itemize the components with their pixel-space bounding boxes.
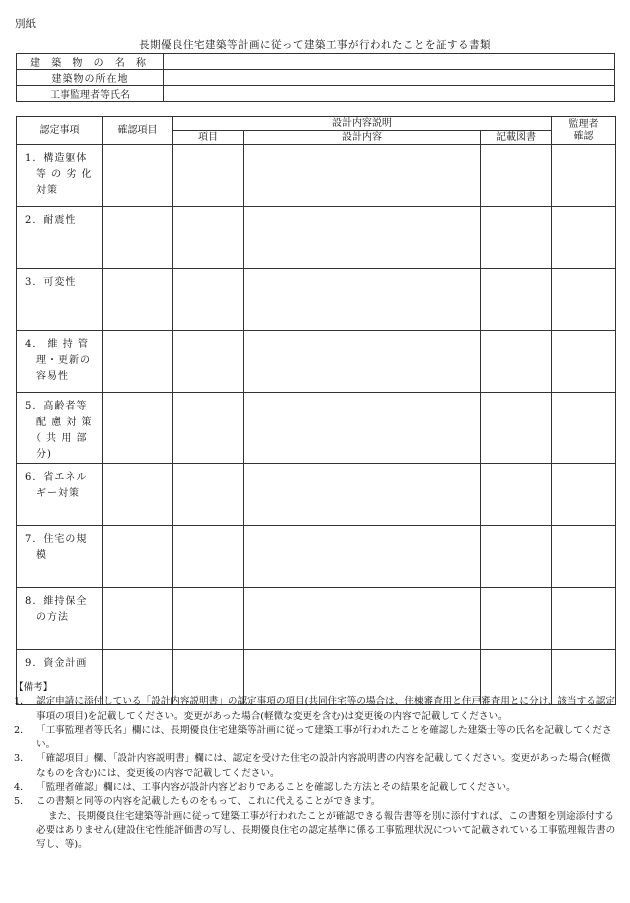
note-text: 「確認項目」欄、「設計内容説明書」欄には、認定を受けた住宅の設計内容説明書の内容を記載してください。変更があった場合(軽微なものを含む)には、変更後の内容で記載してください。 bbox=[36, 753, 611, 779]
building-name-field[interactable] bbox=[164, 54, 615, 70]
drawings-cell[interactable] bbox=[481, 393, 552, 464]
kakunin-cell[interactable] bbox=[103, 269, 173, 331]
table-row bbox=[17, 588, 616, 650]
koumoku-cell[interactable] bbox=[173, 464, 244, 526]
nintei-item-label: 3．可変性 bbox=[25, 277, 77, 288]
note-item bbox=[14, 724, 616, 753]
note-item bbox=[14, 752, 616, 781]
header-supervisor-line2: 確認 bbox=[573, 130, 594, 142]
table-body bbox=[17, 145, 616, 705]
design-content-cell[interactable] bbox=[244, 464, 481, 526]
drawings-cell[interactable] bbox=[481, 269, 552, 331]
supervisor-cell[interactable] bbox=[552, 588, 616, 650]
nintei-item-label: 分) bbox=[25, 449, 52, 460]
note-item bbox=[14, 795, 616, 809]
header-design-content: 設計内容 bbox=[244, 131, 481, 145]
header-design-explanation: 設計内容説明 bbox=[173, 117, 552, 131]
table-row bbox=[17, 269, 616, 331]
nintei-item-label: 等 の 劣 化 bbox=[25, 169, 93, 180]
kakunin-cell[interactable] bbox=[103, 207, 173, 269]
nintei-item-cell bbox=[17, 207, 103, 269]
nintei-item-cell bbox=[17, 145, 103, 207]
kakunin-cell[interactable] bbox=[103, 331, 173, 393]
note-number: 4． bbox=[14, 782, 30, 794]
note-text: この書類と同等の内容を記載したものをもって、これに代えることができます。 bbox=[36, 796, 381, 808]
note-number: 5． bbox=[14, 796, 30, 808]
design-content-cell[interactable] bbox=[244, 269, 481, 331]
notes-section bbox=[14, 681, 616, 853]
header-supervisor-line1: 監理者 bbox=[568, 118, 599, 130]
info-row bbox=[17, 54, 615, 70]
table-row bbox=[17, 393, 616, 464]
design-content-cell[interactable] bbox=[244, 331, 481, 393]
note-number: 3． bbox=[14, 753, 30, 765]
drawings-cell[interactable] bbox=[481, 145, 552, 207]
nintei-item-label: 9．資金計画 bbox=[25, 658, 88, 669]
nintei-item-label: 対策 bbox=[25, 185, 58, 196]
drawings-cell[interactable] bbox=[481, 331, 552, 393]
note-item bbox=[14, 695, 616, 724]
header-kakunin: 確認項目 bbox=[103, 117, 173, 145]
table-row bbox=[17, 145, 616, 207]
koumoku-cell[interactable] bbox=[173, 393, 244, 464]
drawings-cell[interactable] bbox=[481, 207, 552, 269]
koumoku-cell[interactable] bbox=[173, 145, 244, 207]
supervisor-name-label: 工事監理者等氏名 bbox=[17, 86, 164, 102]
header-row bbox=[17, 117, 616, 131]
supervisor-cell[interactable] bbox=[552, 207, 616, 269]
nintei-item-label: 5．高齢者等 bbox=[25, 401, 88, 412]
nintei-item-label: 8．維持保全 bbox=[25, 596, 88, 607]
building-name-label: 建 築 物 の 名 称 bbox=[17, 54, 164, 70]
nintei-item-label: （ 共 用 部 bbox=[25, 433, 88, 444]
nintei-item-cell bbox=[17, 393, 103, 464]
document-title: 長期優良住宅建築等計画に従って建築工事が行われたことを証する書類 bbox=[139, 39, 491, 51]
koumoku-cell[interactable] bbox=[173, 269, 244, 331]
nintei-item-label: 6．省エネル bbox=[25, 472, 88, 483]
nintei-item-label: 配 慮 対 策 bbox=[25, 417, 93, 428]
nintei-item-label: ギー対策 bbox=[25, 488, 80, 499]
supervisor-cell[interactable] bbox=[552, 269, 616, 331]
note-item bbox=[14, 781, 616, 795]
drawings-cell[interactable] bbox=[481, 526, 552, 588]
kakunin-cell[interactable] bbox=[103, 588, 173, 650]
nintei-item-label: 4． 維 持 管 bbox=[25, 339, 89, 350]
nintei-item-label: 容易性 bbox=[25, 371, 69, 382]
design-content-cell[interactable] bbox=[244, 145, 481, 207]
nintei-item-label: 理・更新の bbox=[25, 355, 91, 366]
nintei-item-label: 2．耐震性 bbox=[25, 215, 77, 226]
header-nintei: 認定事項 bbox=[17, 117, 103, 145]
nintei-item-cell bbox=[17, 331, 103, 393]
design-content-cell[interactable] bbox=[244, 207, 481, 269]
design-content-cell[interactable] bbox=[244, 393, 481, 464]
drawings-cell[interactable] bbox=[481, 588, 552, 650]
supervisor-cell[interactable] bbox=[552, 393, 616, 464]
header-drawings: 記載図書 bbox=[481, 131, 552, 145]
building-location-label: 建築物の所在地 bbox=[17, 70, 164, 86]
info-row bbox=[17, 70, 615, 86]
header-koumoku: 項目 bbox=[173, 131, 244, 145]
header-supervisor bbox=[552, 117, 616, 145]
supervisor-cell[interactable] bbox=[552, 145, 616, 207]
supervisor-cell[interactable] bbox=[552, 526, 616, 588]
notes-continuation: また、長期優良住宅建築等計画に従って建築工事が行われたことが確認できる報告書等を別に添付すれば、この書類を別途添付する必要はありません(建設住宅性能評価書の写し、長期優良住宅の認定基準に係る工事監理状況について記載されている工事監理報告書の写し、等)。 bbox=[36, 810, 616, 851]
design-content-cell[interactable] bbox=[244, 588, 481, 650]
nintei-item-label: 7．住宅の規 bbox=[25, 534, 88, 545]
nintei-item-cell bbox=[17, 464, 103, 526]
supervisor-cell[interactable] bbox=[552, 331, 616, 393]
kakunin-cell[interactable] bbox=[103, 145, 173, 207]
building-location-field[interactable] bbox=[164, 70, 615, 86]
table-row bbox=[17, 464, 616, 526]
design-content-cell[interactable] bbox=[244, 526, 481, 588]
table-row bbox=[17, 207, 616, 269]
nintei-item-cell bbox=[17, 269, 103, 331]
kakunin-cell[interactable] bbox=[103, 464, 173, 526]
drawings-cell[interactable] bbox=[481, 464, 552, 526]
koumoku-cell[interactable] bbox=[173, 207, 244, 269]
note-text: 「監理者確認」欄には、工事内容が設計内容どおりであることを確認した方法とその結果を記載してください。 bbox=[36, 782, 516, 794]
koumoku-cell[interactable] bbox=[173, 526, 244, 588]
annex-label: 別紙 bbox=[15, 18, 36, 30]
table-row bbox=[17, 331, 616, 393]
nintei-item-cell bbox=[17, 588, 103, 650]
nintei-item-label: 1．構造躯体 bbox=[25, 153, 88, 164]
supervisor-name-field[interactable] bbox=[164, 86, 615, 102]
kakunin-cell[interactable] bbox=[103, 526, 173, 588]
note-text: 認定申請に添付している「設計内容説明書」の認定事項の項目(共同住宅等の場合は、住棟審査用と住戸審査用とに分け、該当する認定事項の項目)を記載してください。変更があった場合(軽微な変更を含む)は変更後の内容で記載してください。 bbox=[36, 696, 615, 722]
table-row bbox=[17, 526, 616, 588]
nintei-item-label: 模 bbox=[25, 550, 47, 561]
note-number: 2． bbox=[14, 724, 30, 736]
koumoku-cell[interactable] bbox=[173, 588, 244, 650]
supervisor-cell[interactable] bbox=[552, 464, 616, 526]
note-number: 1． bbox=[14, 696, 30, 708]
note-text: 「工事監理者等氏名」欄には、長期優良住宅建築等計画に従って建築工事が行われたことを確認した建築士等の氏名を記載してください。 bbox=[36, 724, 612, 751]
nintei-item-label: の方法 bbox=[25, 612, 69, 623]
notes-list bbox=[14, 695, 616, 809]
koumoku-cell[interactable] bbox=[173, 331, 244, 393]
notes-heading: 【備考】 bbox=[14, 682, 53, 693]
info-row bbox=[17, 86, 615, 102]
certification-table bbox=[16, 116, 616, 705]
nintei-item-cell bbox=[17, 526, 103, 588]
kakunin-cell[interactable] bbox=[103, 393, 173, 464]
building-info-table bbox=[16, 53, 615, 102]
